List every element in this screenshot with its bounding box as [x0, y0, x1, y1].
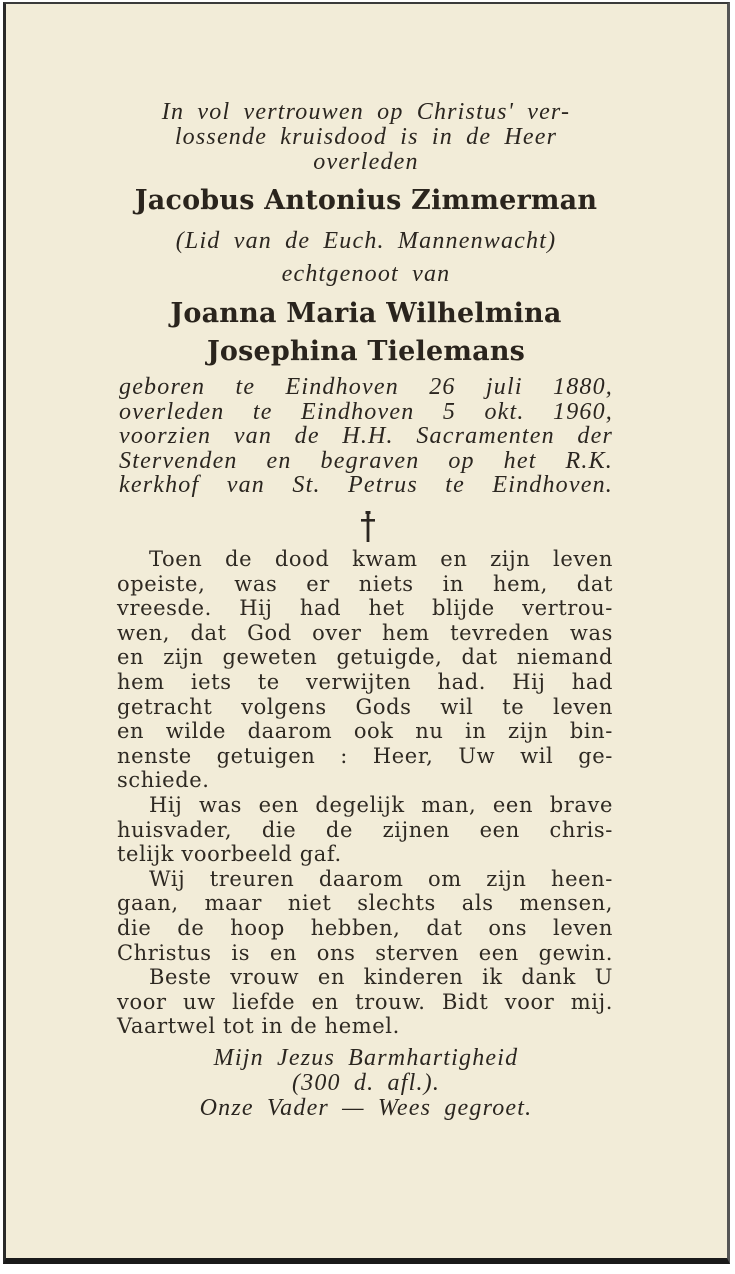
text-line: gaan, maar niet slechts als mensen,: [117, 891, 613, 916]
membership-text: (Lid van de Euch. Mannenwacht): [175, 228, 557, 254]
text-line: Toen de dood kwam en zijn leven: [149, 547, 613, 571]
intro-line: overleden: [313, 149, 419, 175]
text-line: wen, dat God over hem tevreden was: [117, 620, 613, 645]
spouse-name-line: Josephina Tielemans: [206, 336, 526, 367]
text-line: Christus is en ons sterven een gewin.: [117, 940, 613, 965]
prayer-text: [116, 1046, 616, 1121]
text-line: voor uw liefde en trouw. Bidt voor mij.: [117, 989, 613, 1014]
dates-line: Stervenden en begraven op het R.K.: [119, 447, 613, 474]
prayer-line: (300 d. afl.).: [291, 1070, 441, 1096]
spouse-intro: echtgenoot van: [281, 261, 451, 287]
text-line: huisvader, die de zijnen een chris-: [117, 817, 613, 842]
text-line: Wij treuren daarom om zijn heen-: [149, 866, 613, 891]
obituary-text: [117, 547, 613, 1039]
text-line: nenste getuigen : Heer, Uw wil ge-: [117, 743, 613, 768]
intro-text: [116, 100, 616, 175]
text-line: vreesde. Hij had het blijde vertrou-: [117, 596, 613, 621]
prayer-line: Mijn Jezus Barmhartigheid: [213, 1045, 519, 1071]
text-line: opeiste, was er niets in hem, dat: [117, 571, 613, 596]
dates-line: overleden te Eindhoven 5 okt. 1960,: [119, 398, 613, 425]
dates-line: kerkhof van St. Petrus te Eindhoven.: [119, 472, 613, 499]
dates-line: voorzien van de H.H. Sacramenten der: [119, 423, 613, 450]
text-line: Beste vrouw en kinderen ik dank U: [149, 965, 613, 990]
text-line: Hij was een degelijk man, een brave: [149, 792, 613, 817]
spouse-name-line: Joanna Maria Wilhelmina: [170, 298, 562, 329]
text-line: getracht volgens Gods wil te leven: [117, 694, 613, 719]
text-line: Vaartwel tot in de hemel.: [117, 1014, 400, 1039]
dates-line: geboren te Eindhoven 26 juli 1880,: [119, 374, 613, 400]
text-line: schiede.: [117, 768, 210, 793]
text-line: en zijn geweten getuigde, dat niemand: [117, 645, 613, 670]
prayer-line: Onze Vader — Wees gegroet.: [199, 1095, 533, 1121]
text-line: hem iets te verwijten had. Hij had: [117, 669, 613, 694]
text-line: en wilde daarom ook nu in zijn bin-: [117, 719, 613, 744]
text-line: die de hoop hebben, dat ons leven: [117, 915, 613, 940]
cross-icon: [358, 511, 378, 543]
dates-block: [119, 375, 613, 498]
intro-line: lossende kruisdood is in de Heer: [174, 124, 558, 150]
memorial-card: [3, 2, 730, 1264]
text-line: telijk voorbeeld gaf.: [117, 842, 342, 867]
intro-line: In vol vertrouwen op Christus' ver-: [161, 99, 571, 125]
deceased-name: Jacobus Antonius Zimmerman: [134, 185, 598, 216]
spouse-name: [116, 295, 616, 371]
